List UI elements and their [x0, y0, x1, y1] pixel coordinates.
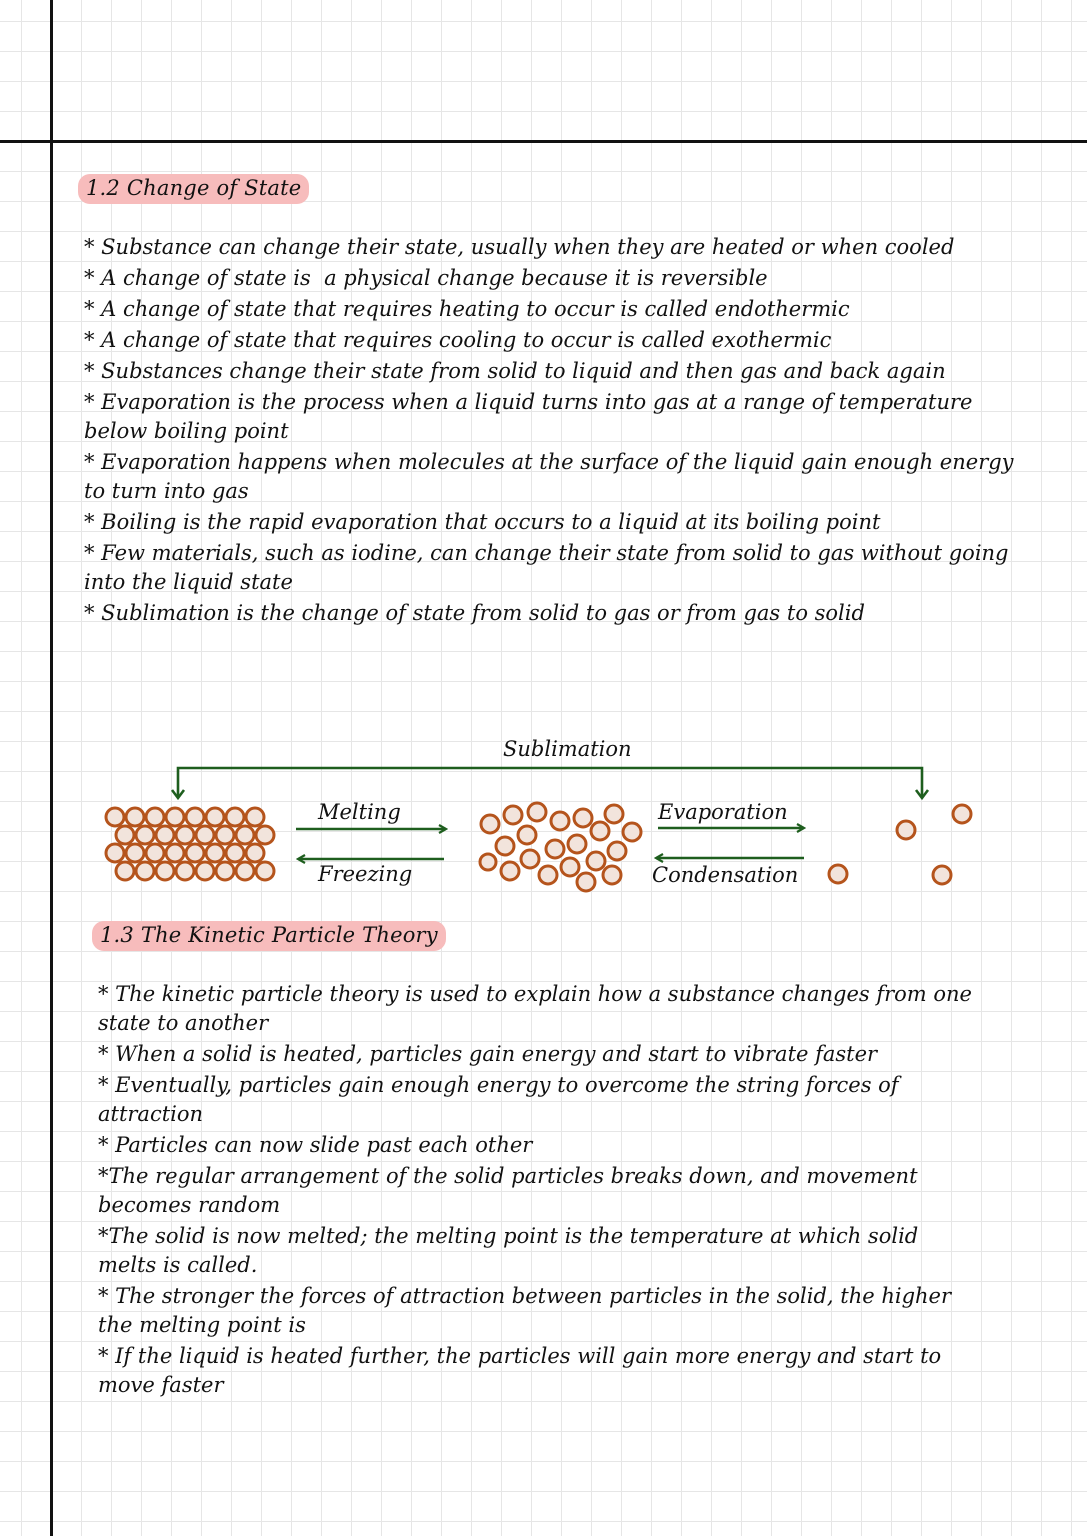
note-item: * The kinetic particle theory is used to explain how a substance changes from one state to another — [98, 982, 979, 1035]
note-item: * The stronger the forces of attraction between particles in the solid, the higher the melting point is — [98, 1284, 958, 1337]
note-item: * Evaporation happens when molecules at the surface of the liquid gain enough energy to turn into gas — [84, 450, 1021, 503]
evaporation-label: Evaporation — [658, 800, 788, 824]
page-margin-horizontal-line — [0, 140, 1087, 143]
note-item: * If the liquid is heated further, the particles will gain more energy and start to move faster — [98, 1344, 948, 1397]
note-item: * Evaporation is the process when a liquid turns into gas at a range of temperature below boiling point — [84, 390, 980, 443]
note-item: * Sublimation is the change of state from solid to gas or from gas to solid — [84, 601, 865, 625]
change-of-state-notes — [84, 233, 1024, 630]
condensation-label: Condensation — [652, 863, 799, 887]
note-item: * Particles can now slide past each other — [98, 1133, 533, 1157]
note-item: * Eventually, particles gain enough energy to overcome the string forces of attraction — [98, 1073, 906, 1126]
note-item: * A change of state that requires heating to occur is called endothermic — [84, 297, 850, 321]
solid-particles — [106, 808, 274, 880]
note-item: *The regular arrangement of the solid particles breaks down, and movement becomes random — [98, 1164, 925, 1217]
note-item: * Boiling is the rapid evaporation that occurs to a liquid at its boiling point — [84, 510, 881, 534]
note-item: * Substance can change their state, usually when they are heated or when cooled — [84, 235, 955, 259]
note-item: * A change of state that requires cooling to occur is called exothermic — [84, 328, 832, 352]
note-item: * Substances change their state from solid to liquid and then gas and back again — [84, 359, 946, 383]
note-item: *The solid is now melted; the melting point is the temperature at which solid melts is called. — [98, 1224, 925, 1277]
note-item: * Few materials, such as iodine, can change their state from solid to gas without going into the liquid state — [84, 541, 1016, 594]
melting-label: Melting — [318, 800, 401, 824]
kinetic-theory-notes — [98, 980, 978, 1402]
note-item: * When a solid is heated, particles gain energy and start to vibrate faster — [98, 1042, 878, 1066]
liquid-particles — [480, 803, 641, 891]
states-of-matter-diagram — [0, 720, 1087, 920]
sublimation-label: Sublimation — [503, 737, 632, 761]
gas-particles — [829, 805, 971, 884]
note-item: * A change of state is a physical change because it is reversible — [84, 266, 768, 290]
sublimation-arrow — [172, 768, 928, 798]
section-heading-kinetic-particle-theory: 1.3 The Kinetic Particle Theory — [92, 921, 446, 951]
freezing-label: Freezing — [318, 862, 413, 886]
section-heading-change-of-state: 1.2 Change of State — [78, 174, 309, 204]
